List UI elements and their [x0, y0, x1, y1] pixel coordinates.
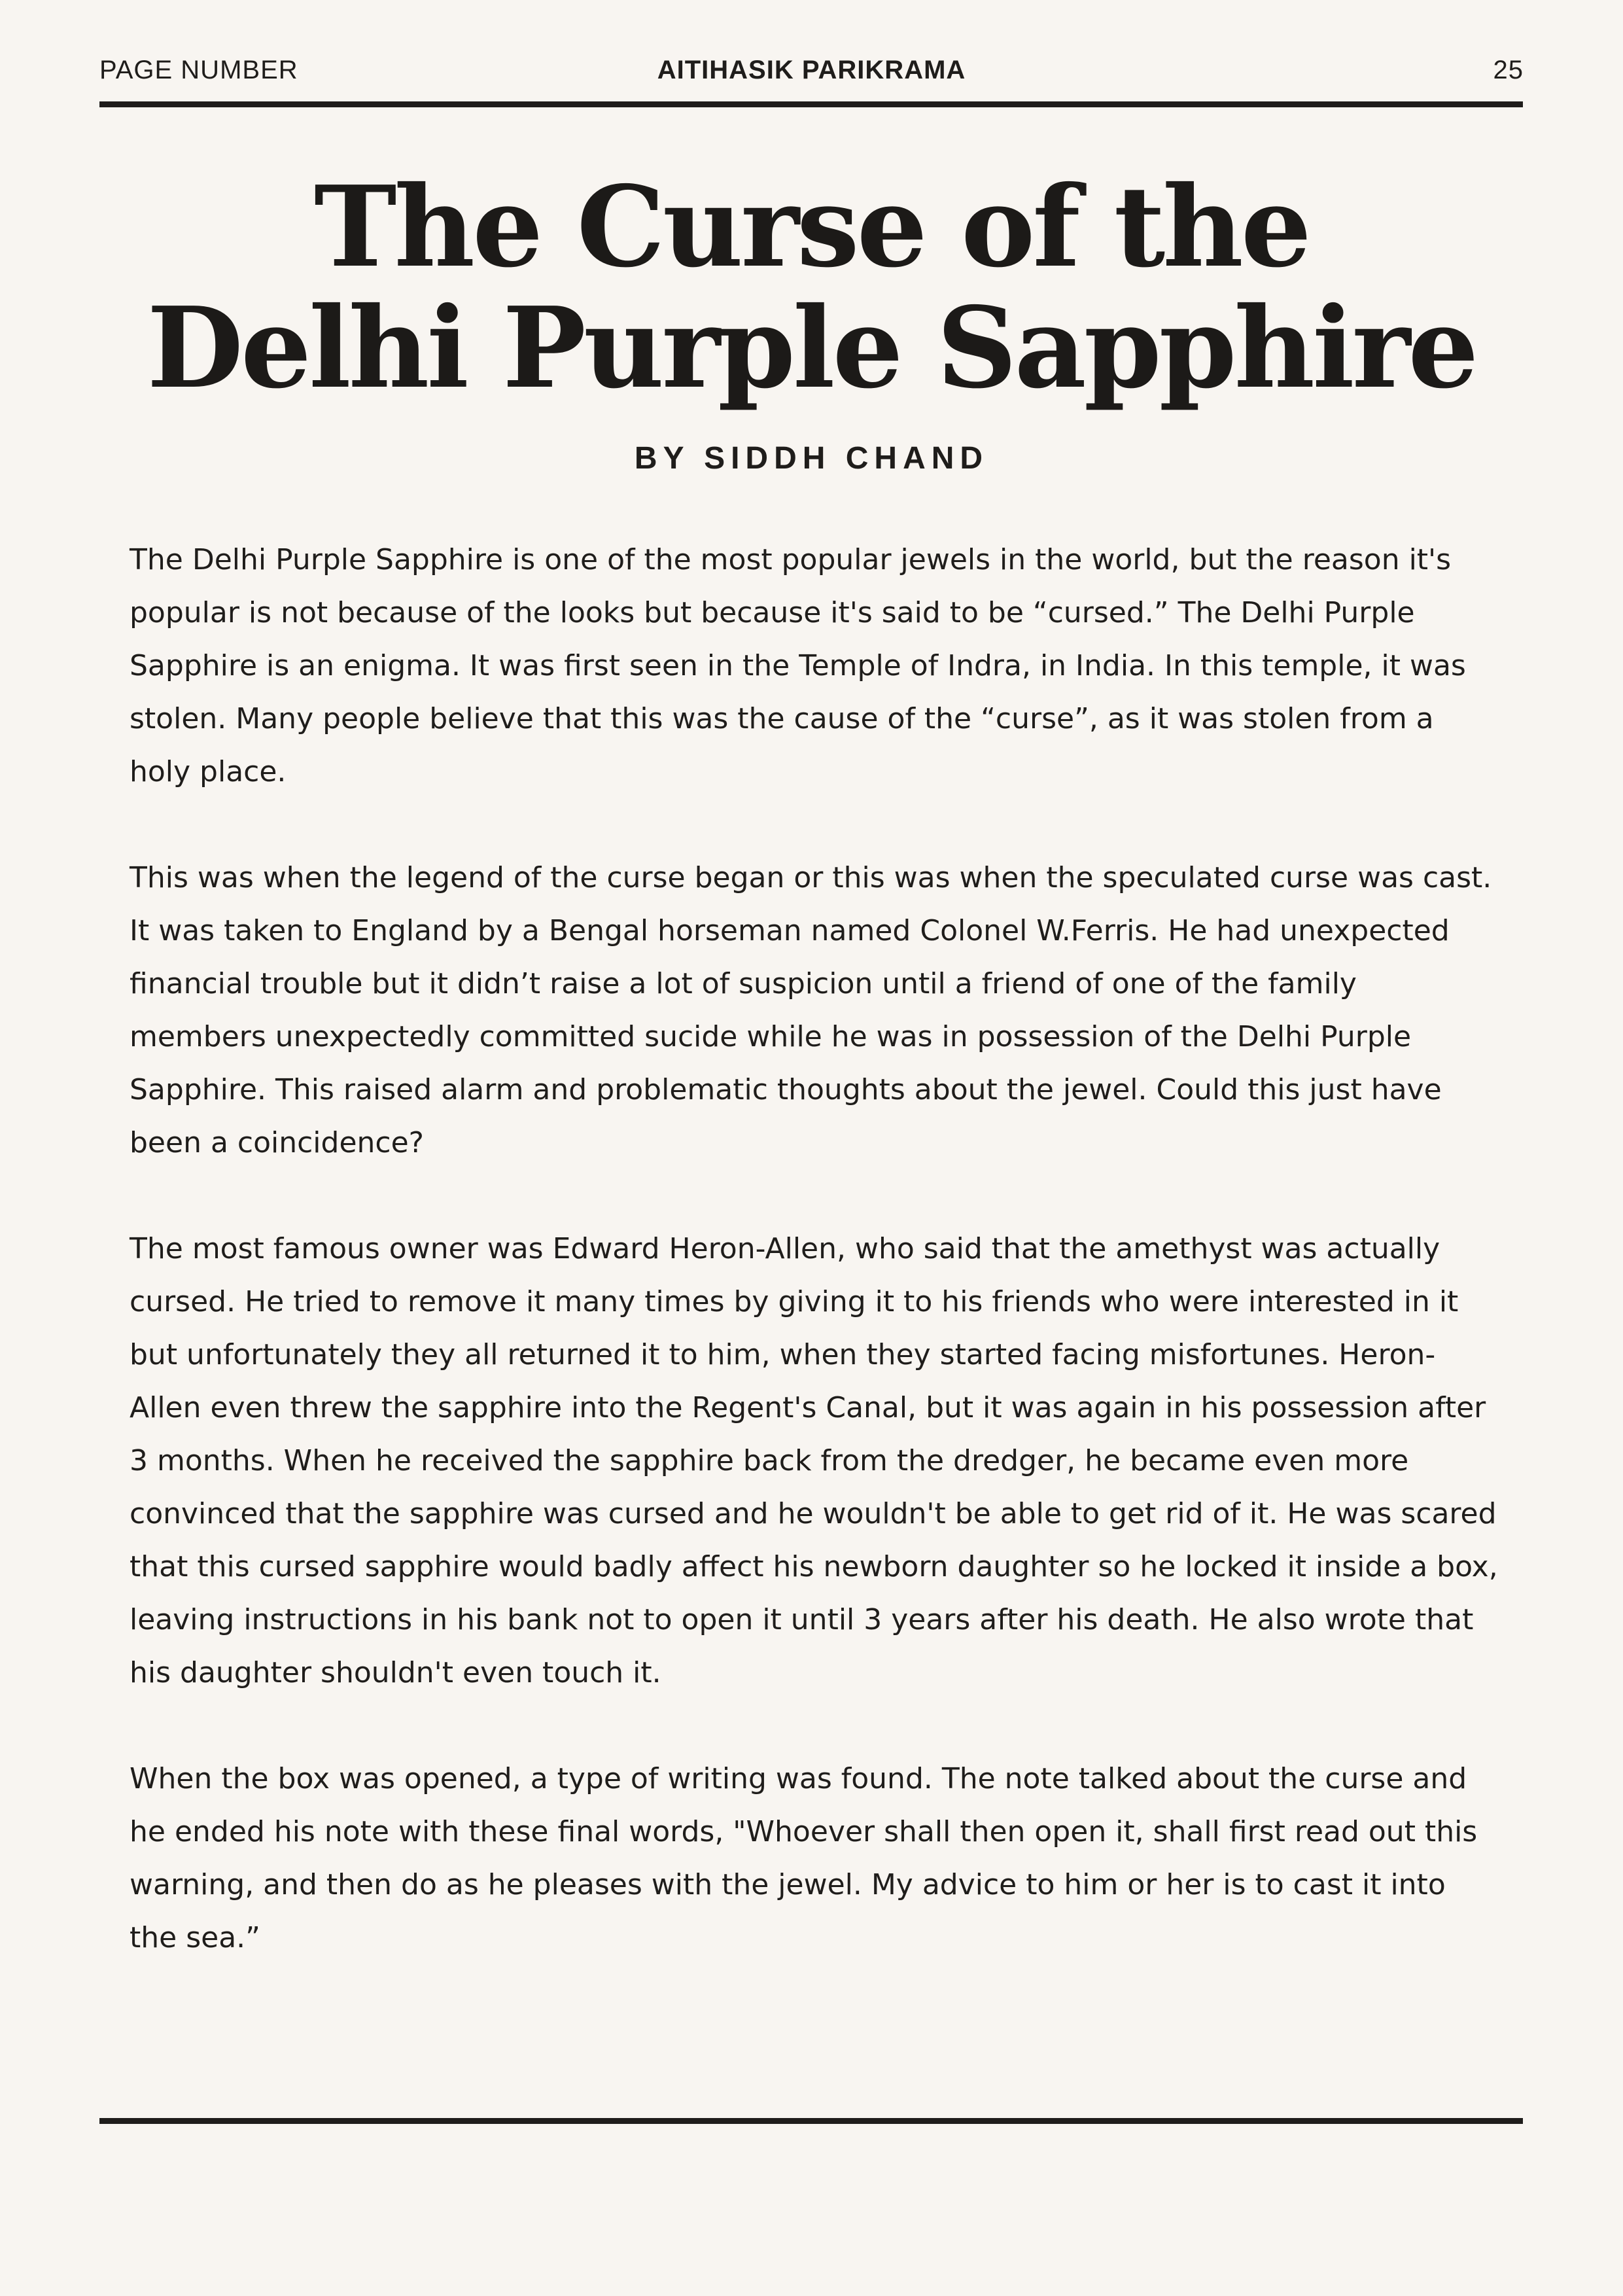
page-number: 25: [1493, 56, 1524, 84]
footer-divider: [99, 2118, 1523, 2124]
article-title-line-2: Delhi Purple Sapphire: [147, 283, 1476, 414]
article-paragraph: When the box was opened, a type of writing was found. The note talked about the curse and he ended his note with these final words, "Whoever shall then open it, shall first read out this warning, and then do as he pleases with the jewel. My advice to him or her is to cast it into the sea.”: [130, 1762, 1478, 1954]
header-divider: [99, 101, 1523, 107]
article-title: [0, 162, 1623, 414]
article-paragraph: The Delhi Purple Sapphire is one of the most popular jewels in the world, but the reason it's popular is not because of the looks but because it's said to be “cursed.” The Delhi Purple Sapphire is an enigma. It was first seen in the Temple of Indra, in India. In this temple, it was stolen. Many people believe that this was the cause of the “curse”, as it was stolen from a holy place.: [130, 543, 1466, 788]
page-number-label: PAGE NUMBER: [99, 56, 298, 84]
magazine-name: AITIHASIK PARIKRAMA: [657, 56, 966, 84]
article-paragraph: This was when the legend of the curse began or this was when the speculated curse was cast. It was taken to England by a Bengal horseman named Colonel W.Ferris. He had unexpected financial trouble but it didn’t raise a lot of suspicion until a friend of one of the family members unexpectedly committed sucide while he was in possession of the Delhi Purple Sapphire. This raised alarm and problematic thoughts about the jewel. Could this just have been a coincidence?: [130, 861, 1492, 1159]
article-body: [130, 533, 1499, 2017]
article-paragraph: The most famous owner was Edward Heron-Allen, who said that the amethyst was actually cursed. He tried to remove it many times by giving it to his friends who were interested in it but unfortunately they all returned it to him, when they started facing misfortunes. Heron-Allen even threw the sapphire into the Regent's Canal, but it was again in his possession after 3 months. When he received the sapphire back from the dredger, he became even more convinced that the sapphire was cursed and he wouldn't be able to get rid of it. He was scared that this cursed sapphire would badly affect his newborn daughter so he locked it inside a box, leaving instructions in his bank not to open it until 3 years after his death. He also wrote that his daughter shouldn't even touch it.: [130, 1232, 1498, 1689]
article-byline: BY SIDDH CHAND: [634, 441, 989, 476]
article-title-line-1: The Curse of the: [314, 162, 1309, 292]
